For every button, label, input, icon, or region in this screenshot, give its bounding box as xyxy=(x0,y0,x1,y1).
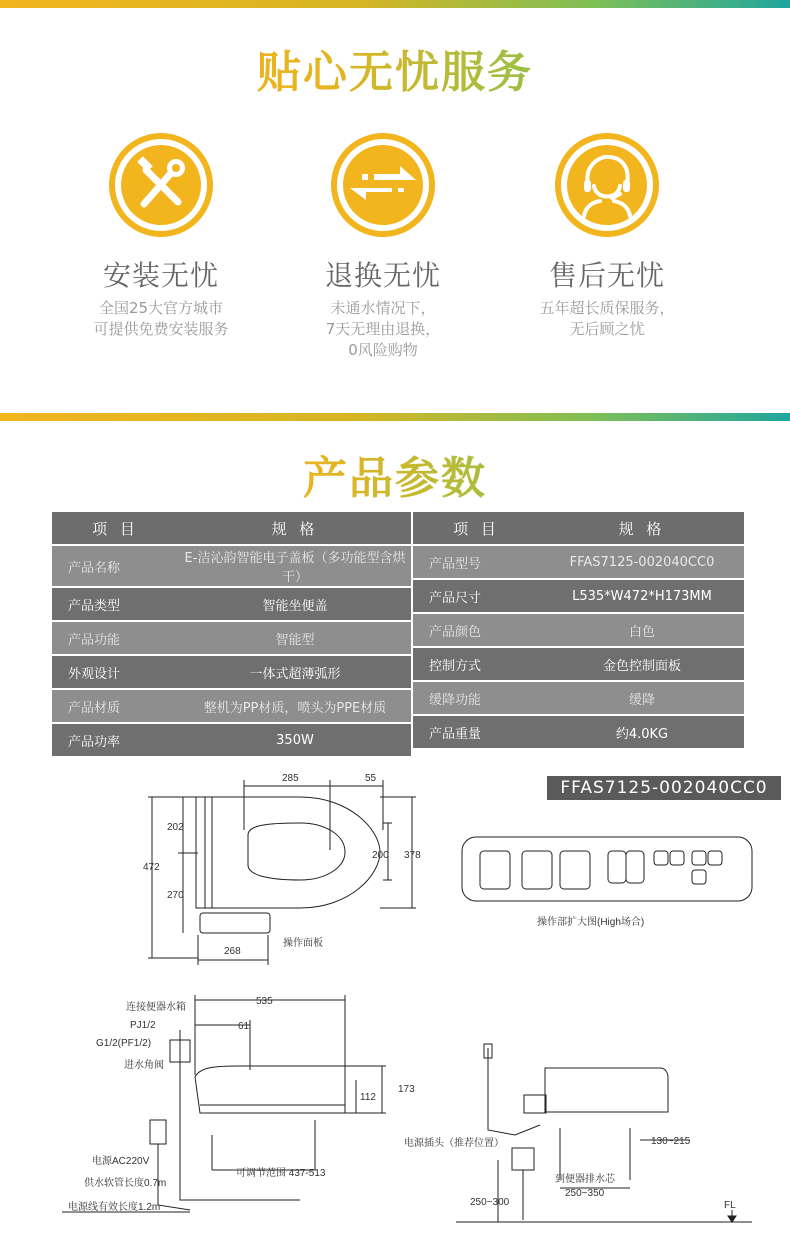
dim-250-300: 250~300 xyxy=(470,1197,510,1208)
service-item-aftersale xyxy=(487,130,727,340)
panel-caption: 操作部扩大图(High场合) xyxy=(537,917,645,928)
table-row: 产品尺寸 L535*W472*H173MM xyxy=(413,579,744,613)
params-title: 产品参数 xyxy=(0,442,790,506)
dim-61: 61 xyxy=(238,1021,250,1032)
hose-label: 供水软管长度0.7m xyxy=(84,1178,167,1189)
headset-agent-icon xyxy=(552,130,662,240)
spec-table-left xyxy=(52,512,411,756)
seat-hinge xyxy=(196,797,212,908)
dim-130-215: 130~215 xyxy=(651,1136,691,1147)
cable-label: 电源线有效长度1.2m xyxy=(68,1202,161,1213)
service-name: 安装无忧 xyxy=(102,259,219,292)
valve-label: 进水角阀 xyxy=(124,1060,164,1071)
service-name: 退换无忧 xyxy=(324,259,441,292)
table-row: 缓降功能 缓降 xyxy=(413,681,744,715)
service-desc: 五年超长质保服务， 无后顾之忧 xyxy=(539,299,675,338)
table-row: 产品重量 约4.0KG xyxy=(413,715,744,748)
dim-250-350: 250~350 xyxy=(565,1188,605,1199)
table-row: 产品功能 智能型 xyxy=(52,621,411,655)
header-spec: 规 格 xyxy=(540,512,744,545)
service-title: 贴心无忧服务 xyxy=(0,36,790,100)
table-row: 产品名称 E-洁沁韵智能电子盖板（多功能型含烘干） xyxy=(52,545,411,587)
service-desc: 全国25大官方城市 可提供免费安装服务 xyxy=(93,299,229,338)
pj-label: PJ1/2 xyxy=(130,1020,156,1031)
dimension-drawing xyxy=(0,760,790,1253)
header-spec: 规 格 xyxy=(179,512,411,545)
model-tag: FFAS7125-002040CC0 xyxy=(547,776,781,800)
power-label: 电源AC220V xyxy=(92,1156,150,1167)
dim-270: 270 xyxy=(167,890,184,901)
table-row: 产品功率 350W xyxy=(52,723,411,756)
g1-label: G1/2(PF1/2) xyxy=(96,1038,152,1049)
panel-enlarged xyxy=(462,837,752,901)
table-row: 产品材质 整机为PP材质，喷头为PPE材质 xyxy=(52,689,411,723)
dim-202: 202 xyxy=(167,822,184,833)
control-panel-outline xyxy=(200,913,270,933)
table-row: 产品颜色 白色 xyxy=(413,613,744,647)
table-row: 产品类型 智能坐便盖 xyxy=(52,587,411,621)
service-item-exchange xyxy=(263,130,503,361)
side-seat xyxy=(195,1066,345,1113)
plug-label: 电源插头（推荐位置） xyxy=(404,1138,504,1149)
dim-112: 112 xyxy=(360,1092,376,1103)
dim-173: 173 xyxy=(398,1084,415,1095)
tank-label: 连接便器水箱 xyxy=(126,1002,186,1013)
spec-table-right xyxy=(413,512,744,748)
dim-268: 268 xyxy=(224,946,241,957)
wrench-screwdriver-icon xyxy=(106,130,216,240)
middle-gradient-bar xyxy=(0,413,790,421)
exchange-arrows-icon xyxy=(328,130,438,240)
dim-55: 55 xyxy=(365,773,377,784)
fl-label: FL xyxy=(724,1200,736,1211)
drain-label: 到便器排水芯 xyxy=(555,1174,615,1185)
dim-472: 472 xyxy=(143,862,160,873)
header-item: 项 目 xyxy=(413,512,540,545)
table-row: 外观设计 一体式超薄弧形 xyxy=(52,655,411,689)
top-gradient-bar xyxy=(0,0,790,8)
dim-535: 535 xyxy=(256,996,273,1007)
rear-seat xyxy=(545,1068,668,1112)
range-label: 可调节范围 437-513 xyxy=(236,1168,326,1179)
table-row: 产品型号 FFAS7125-002040CC0 xyxy=(413,545,744,579)
header-item: 项 目 xyxy=(52,512,179,545)
service-desc: 未通水情况下， 7天无理由退换， 0风险购物 xyxy=(325,299,441,359)
service-item-install xyxy=(41,130,281,340)
dim-285: 285 xyxy=(282,773,299,784)
service-name: 售后无忧 xyxy=(548,259,665,292)
table-row: 控制方式 金色控制面板 xyxy=(413,647,744,681)
dim-200: 200 xyxy=(372,850,389,861)
seat-outline xyxy=(205,797,380,908)
dim-378: 378 xyxy=(404,850,421,861)
panel-label: 操作面板 xyxy=(283,938,323,949)
